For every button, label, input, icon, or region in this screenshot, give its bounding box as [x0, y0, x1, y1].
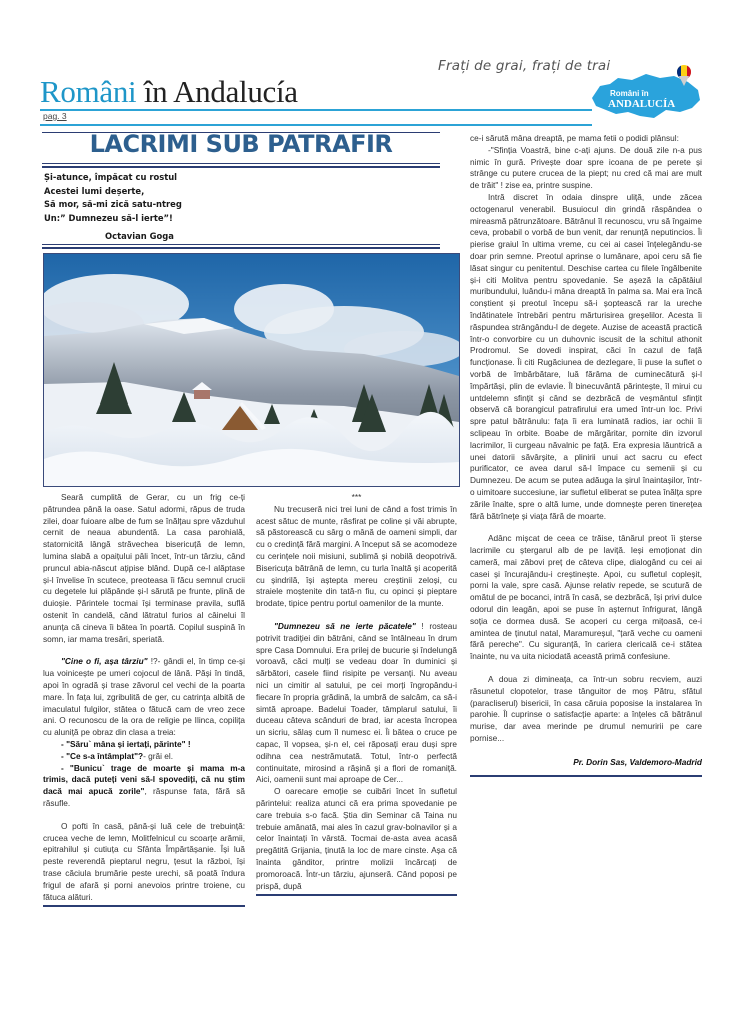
paragraph: Adânc mișcat de ceea ce trăise, tânărul preot îi șterse lacrimile cu ștergarul alb de pe laviță. Ieși emoționat din cameră, mai zăbovi preț de câteva clipe, dialogând cu cei ai casei și încurajându-i creștinește. Apoi, cu sufletul copleșit, porni la vale, spre casă. Ajunse relativ repede, se scutură de omătul de pe bocanci, intră în casă, se dezbrăcă, își privi dulce odorul din leagăn, apoi se puse în așternut înfrigurat, lângă soția ce dormea dusă. Se acoperi cu cerga mițoasă, ce-i amintea de ținutul natal, Maramureșul, "țară veche cu oameni fără pereche". Cu siguranță, în cariera clericală ce-i stătea înainte, nu va uita niciodată această primă confesiune. [470, 533, 702, 662]
epigraph-line: Să mor, să-mi zică satu-ntreg [44, 199, 182, 209]
paragraph: "Dumnezeu să ne ierte păcatele" ! rosteau potrivit tradiției din bătrâni, când se întâlneau în drum spre Casa Domnului. Era prilej de bucurie și îndelungă voroavă, căci mulți se vedeau doar în duminici și sărbători, casele fiind risipite pe versanți. Nu aveau nici un cimitir al satului, pe cei morți îngropându-i fiecare în propria grădină, la umbră de salcâm, ca să-i simtă aproape. Badelui Toader, tâmplarul satului, îi duceau câteva scânduri de brad, iar acesta încropea un sicriu, sălaș cum îl numesc ei. Îi bătea o cruce pe capac, îl vopsea, și-n el, cei răposați erau duși spre odihna cea nestrămutată. Totul, într-o perfectă continuitate, mirosind a rășină și a flori de romaniță. Aici, oamenii sunt mai aproape de Cer... [256, 620, 458, 785]
svg-text:ANDALUCÍA: ANDALUCÍA [608, 98, 676, 110]
epigraph-line: Și-atunce, împăcat cu rostul [44, 172, 178, 182]
page-number: pag. 3 [43, 111, 67, 121]
author-signature: Pr. Dorin Sas, Valdemoro-Madrid [573, 756, 702, 767]
column-end-rule [470, 775, 702, 777]
title-rule-bottom-1 [42, 163, 440, 164]
epigraph-rule-2 [42, 247, 440, 249]
dialogue-line: - "Ce s-a întâmplat"?- grăi el. [61, 750, 174, 761]
epigraph-line: Un:” Dumnezeu să-l ierte”! [44, 212, 173, 223]
article-column-3 [470, 133, 702, 777]
epigraph [44, 171, 182, 225]
article-column-2 [256, 492, 457, 896]
section-separator: *** [351, 492, 362, 502]
epigraph-line: Acestei lumi deșerte, [44, 185, 145, 196]
paragraph: "Cine o fi, așa târziu" !?- gândi el, în timp ce-și lua voinicește pe umeri cojocul de lână. Păși în tindă, apoi în ogradă și trase zăvorul cel vechi de la poarta mare. În fața lui, zgribulită de ger, cu catrința albită de imaculatul fulgilor, stătea o fătucă cam de vreo zece ani. O recunoscu de la ora de religie pe Ilinca, copilița cu aluniță pe obraz din clasa a treia: [43, 656, 245, 738]
paragraph: Seară cumplită de Gerar, cu un frig ce-ți pătrundea până la oase. Satul adormi, răpus de truda zilei, doar fuioare albe de fum se înălțau spre văzduhul cernit de neaua abundentă. La casa parohială, statornicită lângă străvechea bisericuță de lemn, lumina slabă a opaițului pâli încet, într-un târziu, când pruncul abia-născut ațipise blând. După ce-l alăptase și-l învelise în scutece, preoteasa îi făcu semnul crucii cu degetele lui plăpânde și-l sărută pe frunte, plină de duioșie. Părintele tocmai își terminase pravila, suflă ostenit în candelă, când lătratul furios al câinelui îl anunța că cineva îi bătea în poartă. Copilul suspină în somn, iar mama tresări, speriată. [43, 492, 245, 644]
paragraph: O oarecare emoție se cuibări încet în sufletul părintelui: realiza atunci că era prima spovedanie pe care trebuia s-o facă. Știa din Seminar că Taina nu trebuie amânată, mai ales în cazul grav-bolnavilor și a celor înaintați în vârstă. Tocmai de-asta avea acasă pregătită Grijania, ținută la loc de mare cinste. Așa că înainta gânditor, printre molizii încărcați de promoroacă. Într-un târziu, ajunseră. Când poposi pe prispă, după [256, 786, 457, 891]
dialogue-line: - "Bunicu` trage de moarte și mama m-a trimis, dacă puteți veni să-l spovediți, că nu știm dacă mai apucă zorile", răspunse fata, fără să răsufle. [43, 762, 245, 808]
paragraph: A doua zi dimineața, ca într-un sobru recviem, auzi răsunetul clopotelor, trase tânguitor de moș Pătru, sfătul (paracliserul) bisericii, în casa căruia poposise la instalarea în parohie. Îl cuprinse o satisfacție aparte: a înțeles că bătrânul murise, dar avea merinde pe drumul nemuririi pe care pornise... [470, 674, 702, 744]
epigraph-rule-1 [42, 244, 440, 245]
paragraph: Intră discret în odaia dinspre uliță, unde zăcea octogenarul venerabil. Busuiocul din grindă răspândea o mireasmă pătrunzătoare. Bătrânul îl recunoscu, vru să îngaime ceva, probabil o vorbă de bun venit, dar renunță neputincios. Îi pierise graiul în ultima vreme, cu cei ai casei înțelegându-se doar prin semne. Preotul aprinse o lumânare, apoi ceru să fie lăsat singur cu penitentul. Deschise cartea cu filele îngălbenite și-i citi Molitva pentru spovedanie. Se așeză la căpătâiul muribundului, luându-i mâna dreaptă în palma sa. Mai era încă conștient și preotul începu să-i șoptească rar la ureche îndătinatele întrebări pentru mărturisirea greșelilor. Acesta îi răspundea strângându-l de degete. Auzise de această practică într-o convorbire cu un duhovnic iscusit de la schitul athonit Prodromul. Se dovedi inspirat, căci în cazul de față funcționase. Îi citi Rugăciunea de dezlegare, îi puse la suflet o vorbă de îmbărbătare, luă fărâma de cuminecătură și-l împărtăși, plin de evlavie. Îl binecuvântă părintește, îl mirui cu untdelemn sfințit și când se dezbrăcă de veșmântul sfințit observă că borangicul patrafirului era umed într-un loc. Privi spre patul bătrânulu: fața îi era luminată radios, iar ochii îi sclipeau în orbite. Boabe de mărgăritar, pornite din izvorul lacrimilor, îi curgeau năvalnic pe față. Era expresia lăuntrică a unei datorii săvârșite, a plinirii unui act sacru cu efect purificator, ce avea darul să-l împace cu semenii și cu Dumnezeu. De acum se putea adăuga la șirul înaintașilor, într-o uimitoare succesiune, iar sufletul eliberat se putea înălța spre zările înalte, spre o altă lume, unde domnește peren tinerețea fără bătrînețe și viața fără de moarte. [470, 191, 702, 521]
header-rule-bottom [40, 124, 592, 126]
svg-text:Români în: Români în [610, 89, 649, 98]
column-end-rule [256, 894, 457, 896]
paragraph: ce-i sărută mâna dreaptă, pe mama fetii o podidi plânsul: [470, 133, 679, 143]
paragraph: Nu trecuseră nici trei luni de când a fost trimis în acest sătuc de munte, răsfirat pe coline și văi abrupte, să păstorească cu sârg o mână de oameni simpli, dar cu o credință fără margini. A început să se acomodeze cu cerințele noii misiuni, sublimă și nobilă deopotrivă. Bisericuța bătrână de lemn, cu turla înaltă și acoperită cu șindrilă, își aștepta mereu creștinii zeloși, cu straiele moștenite din tată-n fiu, cu opinci și pieptare brodate, tipice pentru portul oamenilor de la munte. [256, 503, 457, 609]
header-rule-top [40, 109, 592, 111]
article-title: LACRIMI SUB PATRAFIR [89, 130, 393, 158]
column-end-rule [43, 905, 245, 907]
masthead-romani: Români [40, 74, 137, 109]
slogan: Frați de grai, frați de trai [438, 58, 611, 74]
winter-landscape-photo [43, 253, 460, 487]
publication-logo [588, 62, 704, 122]
inline-quote: "Cine o fi, așa târziu" [61, 656, 148, 667]
title-rule-bottom-2 [42, 166, 440, 168]
epigraph-author: Octavian Goga [105, 231, 174, 241]
inline-quote: "Dumnezeu să ne ierte păcatele" [274, 620, 416, 631]
dialogue-line: - "Săru` mâna și iertați, părinte" ! [61, 738, 191, 749]
paragraph: -"Sfinția Voastră, bine c-ați ajuns. De două zile n-a pus nimic în gură. Privește doar spre icoana de pe perete și strânge cu putere crucea de la piept; nu cred că mai are mult de trăit" ! zise ea, printre suspine. [470, 144, 702, 191]
masthead-andalucia: în Andalucía [143, 74, 298, 109]
paragraph: O pofti în casă, până-și luă cele de trebuință: crucea veche de lemn, Molitfelnicul cu scoarțe arămii, epitrahilul și cutiuța cu Sfânta Împărtășanie. Își luă peste reverendă pieptarul negru, țesut la război, își trase căciula brumărie peste urechi, să poată îndura frigul de afară și porni anevoios printre troiene, cu fătuca alături. [43, 820, 245, 902]
andalucia-map-icon [588, 62, 704, 122]
article-column-1 [43, 492, 245, 907]
masthead-title [40, 74, 298, 110]
